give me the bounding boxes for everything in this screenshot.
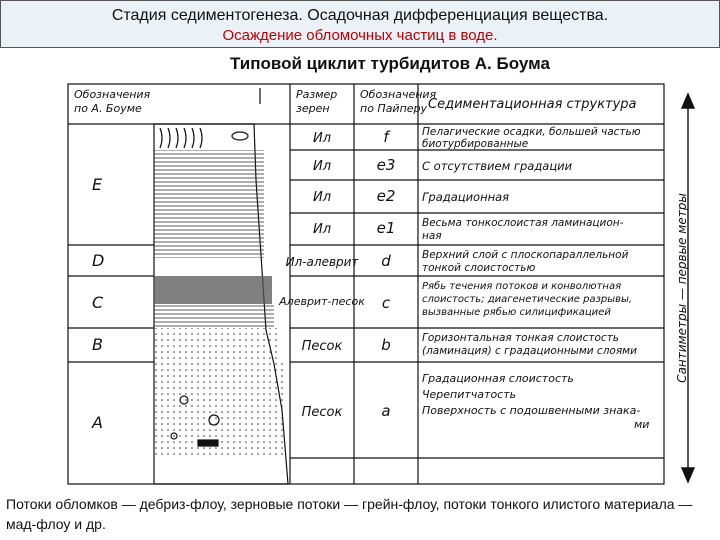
col-header-piper-1: Обозначения [360, 88, 437, 101]
grain-cell: Ил-алеврит [285, 255, 359, 269]
structure-cell: слоистость; диагенетические разрывы, [422, 294, 633, 305]
col-header-grain-2: зерен [296, 102, 330, 115]
structure-cell: вызванные рябью силицификацией [422, 307, 611, 318]
structure-cell: Рябь течения потоков и конволютная [422, 281, 622, 292]
grain-cell: Песок [301, 339, 343, 354]
slide-subtitle: Осаждение обломочных частиц в воде. [222, 27, 498, 44]
col-header-bouma-2: по А. Боуме [74, 102, 142, 115]
piper-cell: f [383, 128, 389, 146]
structure-cell: Горизонтальная тонкая слоистость [422, 332, 619, 344]
bouma-label-d: D [92, 251, 105, 270]
bouma-label-b: B [92, 335, 103, 354]
structure-cell: Черепитчатость [422, 388, 517, 401]
structure-cell: Верхний слой с плоскопараллельной [422, 249, 629, 261]
structure-cell: Пелагические осадки, большей частью [422, 126, 641, 138]
piper-cell: c [381, 294, 391, 312]
structure-cell: Градационная слоистость [422, 372, 574, 385]
piper-cell: a [381, 402, 391, 420]
caption-text: Потоки обломков — дебриз-флоу, зерновые потоки — грейн-флоу, потоки тонкого илистого материала — мад-флоу и др. [6, 496, 693, 532]
piper-cell: e3 [376, 156, 396, 174]
bouma-sequence-diagram [64, 80, 704, 490]
structure-cell: (ламинация) с градационными слоями [422, 345, 637, 357]
slide-title: Стадия седиментогенеза. Осадочная дифференциация вещества. [111, 7, 609, 24]
bouma-label-e: E [92, 175, 103, 194]
col-header-piper-2: по Пайперу [360, 102, 428, 115]
col-header-structure: Седиментационная структура [428, 97, 637, 112]
structure-cell: ная [422, 230, 442, 242]
col-header-grain-1: Размер [296, 88, 338, 101]
structure-cell: биотурбированные [422, 138, 529, 150]
slide-header [0, 0, 720, 48]
structure-cell: Поверхность с подошвенными знака- [422, 404, 641, 417]
grain-cell: Ил [312, 131, 332, 146]
structure-cell: С отсутствием градации [422, 159, 573, 173]
bouma-label-c: C [92, 293, 104, 312]
scale-label: Сантиметры — первые метры [675, 193, 689, 383]
grain-cell: Песок [301, 405, 343, 420]
piper-cell: b [381, 336, 391, 354]
grain-cell: Ил [312, 190, 332, 205]
grain-cell: Ил [312, 222, 332, 237]
structure-cell: Градационная [422, 190, 510, 204]
bouma-label-a: A [92, 413, 103, 432]
piper-cell: d [381, 252, 391, 270]
grain-cell: Ил [312, 159, 332, 174]
sediment-column [154, 88, 288, 484]
structure-cell: Весьма тонкослоистая ламинацион- [422, 217, 624, 229]
col-header-bouma-1: Обозначения [74, 88, 151, 101]
grain-cell: Алеврит-песок [279, 295, 365, 308]
piper-cell: e1 [376, 219, 396, 237]
structure-cell: ми [634, 418, 650, 431]
structure-cell: тонкой слоистостью [422, 262, 536, 274]
figure-title: Типовой циклит турбидитов А. Боума [230, 54, 550, 73]
piper-cell: e2 [376, 187, 396, 205]
